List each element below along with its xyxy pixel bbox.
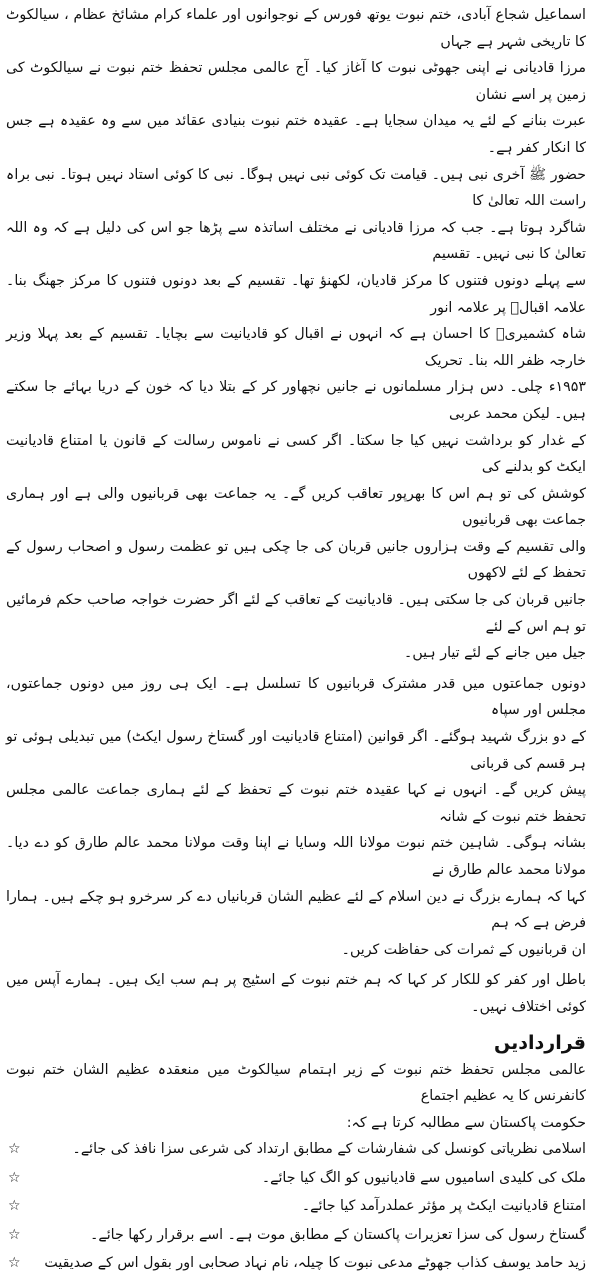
paragraph-line: شاگرد ہوتا ہے۔ جب کہ مرزا قادیانی نے مختلف اساتذہ سے پڑھا جو اس کی دلیل ہے کہ وہ اللہ تعالیٰ کا نبی نہیں۔ تقسیم [6,219,586,263]
paragraph-line: جیل میں جانے کے لئے تیار ہیں۔ [404,645,586,662]
resolution-item [6,1165,586,1194]
paragraph-line: ۱۹۵۳ء چلی۔ دس ہزار مسلمانوں نے جانیں نچھاور کر کے بتلا دیا کہ خون کے دریا بہائے جا سکتے ہیں۔ لیکن محمد عربی [6,379,586,422]
paragraph-line: کے دو بزرگ شہید ہوگئے۔ اگر قوانین (امتناع قادیانیت اور گستاخ رسول ایکٹ) میں تبدیلی ہوئی تو ہر قسم کی قربانی [6,729,586,772]
star-bullet-icon: ☆ [8,1141,21,1158]
resolution-text: اسلامی نظریاتی کونسل کی شفارشات کے مطابق ارتداد کی شرعی سزا نافذ کی جائے۔ [72,1141,586,1158]
paragraph-line: حضور ﷺ آخری نبی ہیں۔ قیامت تک کوئی نبی نہیں ہوگا۔ نبی کا کوئی استاد نہیں ہوتا۔ نبی براہ راست اللہ تعالیٰ کا [6,166,586,210]
paragraph-line: اسماعیل شجاع آبادی، ختم نبوت یوتھ فورس کے نوجوانوں اور علماء کرام مشائخ عظام ، سیالکوٹ کا تاریخی شہر ہے جہاں [6,7,586,50]
resolutions-list [6,1136,586,1279]
resolution-item [6,1250,586,1279]
star-bullet-icon: ☆ [8,1226,21,1243]
paragraph-2 [6,671,586,964]
resolution-item [6,1136,586,1165]
star-bullet-icon: ☆ [8,1198,21,1215]
paragraph-line: کہا کہ ہمارے بزرگ نے دین اسلام کے لئے عظیم الشان قربانیاں دے کر سرخرو ہو چکے ہیں۔ ہمارا فرض ہے کہ ہم [6,888,586,932]
paragraph-line: مرزا قادیانی نے اپنی جھوٹی نبوت کا آغاز کیا۔ آج عالمی مجلس تحفظ ختم نبوت نے سیالکوٹ کی زمین پر اسے نشان [6,60,586,103]
resolution-text: گستاخ رسول کی سزا تعزیرات پاکستان کے مطابق موت ہے۔ اسے برقرار رکھا جائے۔ [90,1226,586,1243]
paragraph-line: باطل اور کفر کو للکار کر کہا کہ ہم ختم نبوت کے اسٹیج پر ہم سب ایک ہیں۔ ہمارے آپس میں کوئی اختلاف نہیں۔ [6,972,586,1015]
resolution-text: امتناع قادیانیت ایکٹ پر مؤثر عملدرآمد کیا جائے۔ [301,1198,586,1215]
paragraph-line: والی تقسیم کے وقت ہزاروں جانیں قربان کی جا چکی ہیں تو عظمت رسول و اصحاب رسول کے تحفظ کے لئے لاکھوں [6,538,586,582]
paragraph-1 [6,2,586,667]
paragraph-line: بشانہ ہوگی۔ شاہین ختم نبوت مولانا اللہ وسایا نے اپنا وقت مولانا محمد عالم طارق کو دے دیا۔ مولانا محمد عالم طارق نے [6,835,586,878]
resolution-item [6,1193,586,1222]
resolutions-intro-line: حکومت پاکستان سے مطالبہ کرتا ہے کہ: [346,1114,586,1131]
resolutions-heading: قراردادیں [494,1031,586,1054]
paragraph-line: شاہ کشمیریؒ کا احسان ہے کہ انہوں نے اقبال کو قادیانیت سے بچایا۔ تقسیم کے بعد پہلا وزیر خارجہ ظفر اللہ بنا۔ تحریک [6,326,586,369]
paragraph-line: کے غدار کو برداشت نہیں کیا جا سکتا۔ اگر کسی نے ناموس رسالت کے قانون یا امتناع قادیانیت ایکٹ کو بدلنے کی [6,432,586,476]
resolution-text: ملک کی کلیدی اسامیوں سے قادیانیوں کو الگ کیا جائے۔ [261,1169,586,1186]
paragraph-line: دونوں جماعتوں میں قدر مشترک قربانیوں کا تسلسل ہے۔ ایک ہی روز میں دونوں جماعتوں، مجلس اور سپاہ [6,675,586,719]
paragraph-line: جانیں قربان کی جا سکتی ہیں۔ قادیانیت کے تعاقب کے لئے اگر حضرت خواجہ صاحب حکم فرمائیں تو ہم اس کے لئے [6,592,586,635]
resolution-text: زید حامد یوسف کذاب جھوٹے مدعی نبوت کا چیلہ، نام نہاد صحابی اور بقول اس کے صدیقیت [44,1255,586,1272]
resolution-item [6,1222,586,1251]
resolutions-intro-line: عالمی مجلس تحفظ ختم نبوت کے زیر اہتمام سیالکوٹ میں منعقدہ عظیم الشان ختم نبوت کانفرنس کا یہ عظیم اجتماع [6,1061,586,1105]
paragraph-line: سے پہلے دونوں فتنوں کا مرکز قادیان، لکھنؤ تھا۔ تقسیم کے بعد دونوں فتنوں کا مرکز جھنگ بنا۔ علامہ اقبالؒ پر علامہ انور [6,272,586,316]
paragraph-line: پیش کریں گے۔ انہوں نے کہا عقیدہ ختم نبوت کے تحفظ کے لئے ہماری جماعت عالمی مجلس تحفظ ختم نبوت کے شانہ [6,782,586,825]
paragraph-line: کوشش کی تو ہم اس کا بھرپور تعاقب کریں گے۔ یہ جماعت بھی قربانیوں والی ہے اور ہماری جماعت بھی قربانیوں [6,485,586,529]
star-bullet-icon: ☆ [8,1255,21,1272]
paragraph-3 [6,967,586,1020]
paragraph-line: ان قربانیوں کے ثمرات کی حفاظت کریں۔ [341,941,586,958]
star-bullet-icon: ☆ [8,1169,21,1186]
paragraph-line: عبرت بنانے کے لئے یہ میدان سجایا ہے۔ عقیدہ ختم نبوت بنیادی عقائد میں سے وہ عقیدہ ہے جس کا انکار کفر ہے۔ [6,113,586,156]
